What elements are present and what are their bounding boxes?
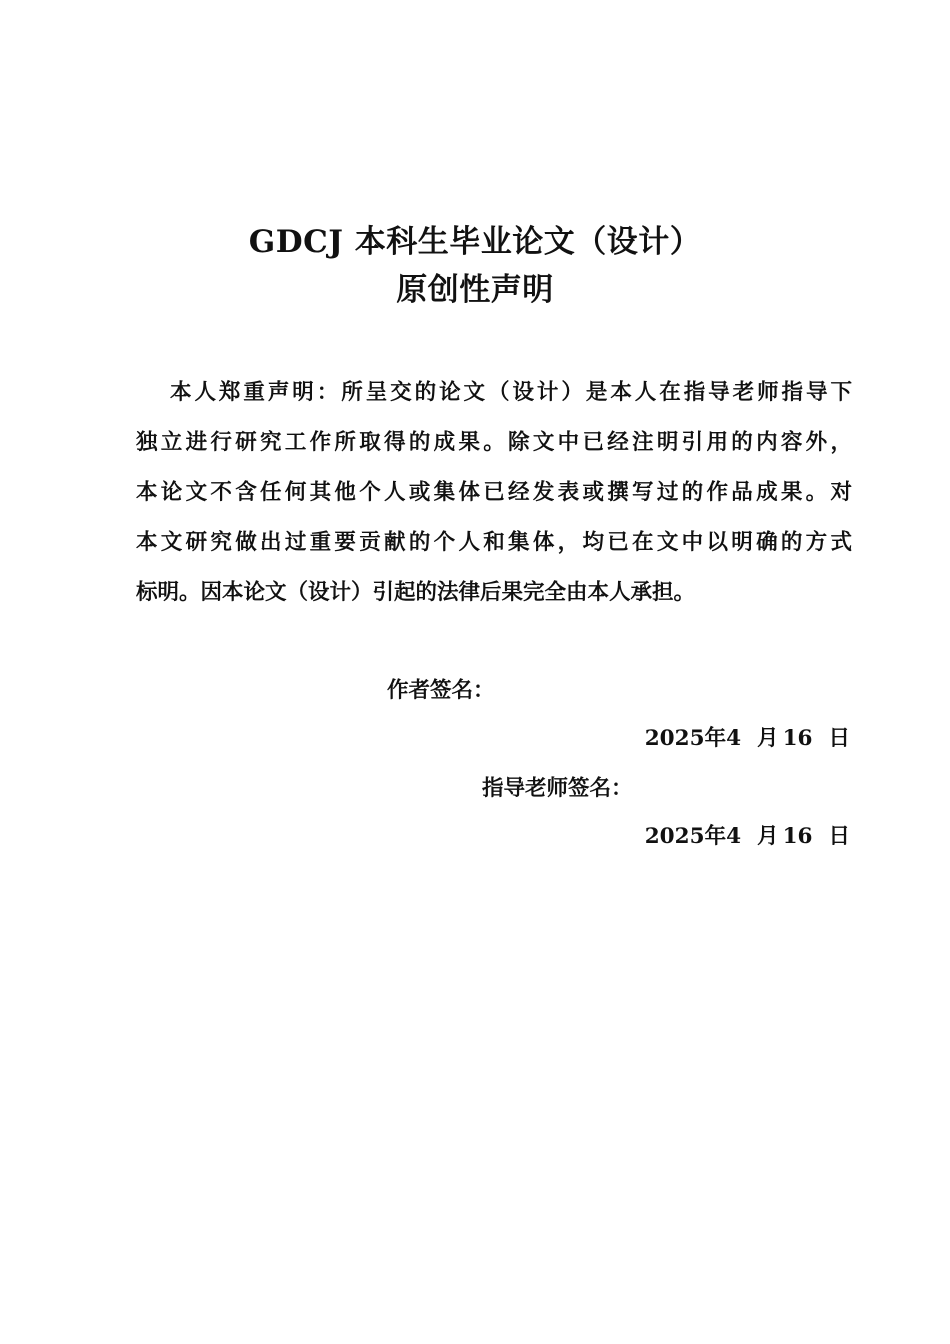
advisor-signature-label: 指导老师签名：	[482, 776, 633, 801]
title-line-1: GDCJ 本科生毕业论文（设计）	[248, 224, 702, 260]
date-year-unit: 年	[704, 726, 727, 751]
declaration-line: 标明。因本论文（设计）引起的法律后果完全由本人承担。	[136, 580, 696, 605]
date-month: 4	[726, 824, 742, 849]
date-month-unit: 月	[757, 824, 779, 849]
declaration-line: 独立进行研究工作所取得的成果。除文中已经注明引用的内容外，	[136, 430, 852, 455]
declaration-line: 本论文不含任何其他个人或集体已经发表或撰写过的作品成果。对	[136, 480, 852, 505]
author-signature-label: 作者签名：	[387, 678, 495, 703]
author-signature-date	[645, 724, 850, 754]
date-year-unit: 年	[704, 824, 727, 849]
date-day-unit: 日	[828, 824, 850, 849]
declaration-paragraph	[136, 368, 852, 618]
date-month: 4	[726, 726, 742, 751]
date-year: 2025	[644, 824, 705, 849]
declaration-line: 本人郑重声明：所呈交的论文（设计）是本人在指导老师指导下	[170, 380, 852, 405]
document-title	[0, 218, 950, 314]
title-line-2: 原创性声明	[396, 272, 554, 308]
date-day: 16	[782, 726, 813, 751]
advisor-signature-date	[645, 822, 850, 852]
date-day-unit: 日	[828, 726, 850, 751]
date-month-unit: 月	[757, 726, 779, 751]
date-day: 16	[782, 824, 813, 849]
declaration-line: 本文研究做出过重要贡献的个人和集体，均已在文中以明确的方式	[136, 530, 852, 555]
date-year: 2025	[644, 726, 705, 751]
